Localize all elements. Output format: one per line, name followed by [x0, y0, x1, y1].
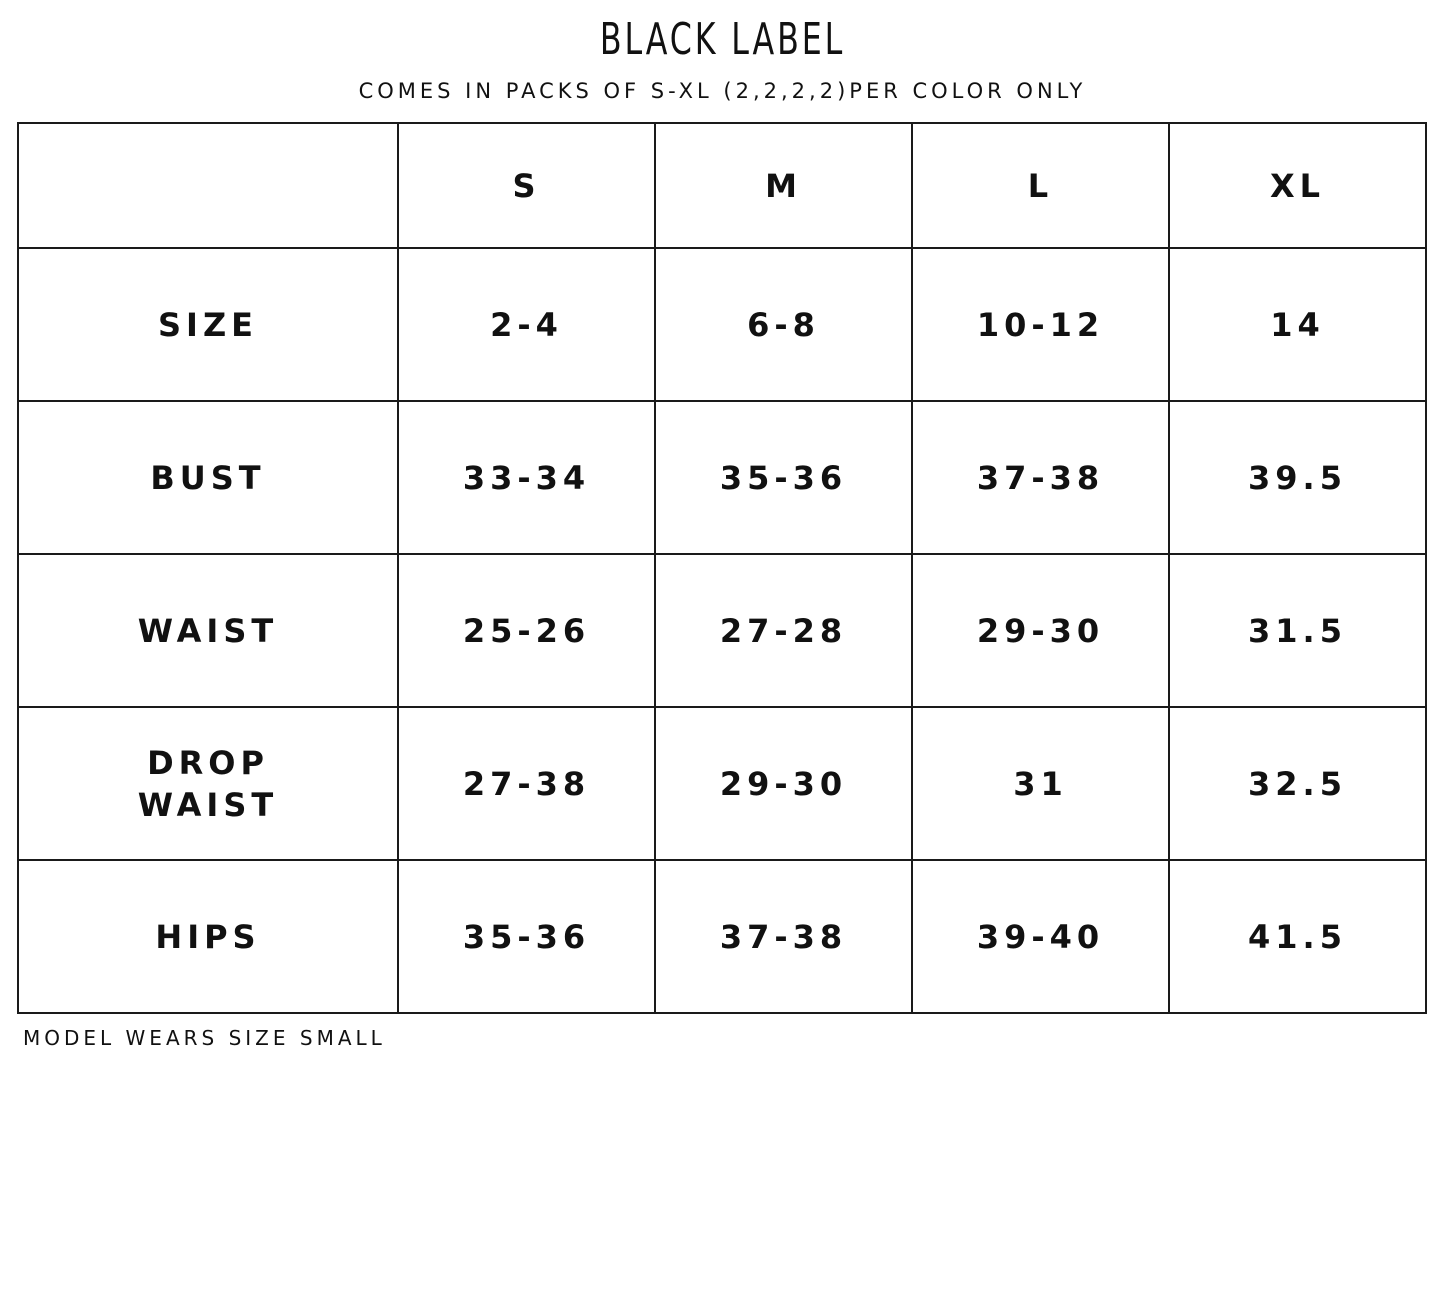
row-label-text-line-2: WAIST [137, 785, 279, 824]
header-cell-m: M [655, 123, 912, 248]
table-cell: 31.5 [1169, 554, 1426, 707]
row-label-text: HIPS [155, 917, 261, 956]
page-title: BLACK LABEL [599, 14, 846, 65]
table-cell: 31 [912, 707, 1169, 860]
table-row-bust [18, 401, 1426, 554]
table-cell: 10-12 [912, 248, 1169, 401]
row-label-bust [18, 401, 398, 554]
header-cell-l: L [912, 123, 1169, 248]
size-chart-table [17, 122, 1427, 1014]
table-cell: 27-38 [398, 707, 655, 860]
header-cell-s: S [398, 123, 655, 248]
table-cell: 2-4 [398, 248, 655, 401]
table-cell: 6-8 [655, 248, 912, 401]
row-label-hips [18, 860, 398, 1013]
table-row-hips [18, 860, 1426, 1013]
table-cell: 14 [1169, 248, 1426, 401]
header-cell-empty [18, 123, 398, 248]
table-cell: 35-36 [398, 860, 655, 1013]
table-cell: 33-34 [398, 401, 655, 554]
table-cell: 39-40 [912, 860, 1169, 1013]
table-cell: 37-38 [655, 860, 912, 1013]
row-label-waist [18, 554, 398, 707]
table-cell: 25-26 [398, 554, 655, 707]
page-subtitle: COMES IN PACKS OF S-XL (2,2,2,2)PER COLOR ONLY [358, 79, 1087, 103]
table-row-waist [18, 554, 1426, 707]
row-label-text: SIZE [157, 305, 258, 344]
table-cell: 27-28 [655, 554, 912, 707]
table-row-size [18, 248, 1426, 401]
table-cell: 29-30 [655, 707, 912, 860]
row-label-text: WAIST [137, 611, 279, 650]
row-label-text-line-1: DROP [147, 743, 269, 782]
table-cell: 37-38 [912, 401, 1169, 554]
header-cell-xl: XL [1169, 123, 1426, 248]
footer-note: MODEL WEARS SIZE SMALL [23, 1026, 386, 1050]
table-cell: 29-30 [912, 554, 1169, 707]
table-cell: 32.5 [1169, 707, 1426, 860]
row-label-drop-waist [18, 707, 398, 860]
table-cell: 39.5 [1169, 401, 1426, 554]
table-cell: 41.5 [1169, 860, 1426, 1013]
table-header-row [18, 123, 1426, 248]
table-row-drop-waist [18, 707, 1426, 860]
table-cell: 35-36 [655, 401, 912, 554]
row-label-text: BUST [150, 458, 266, 497]
row-label-size [18, 248, 398, 401]
